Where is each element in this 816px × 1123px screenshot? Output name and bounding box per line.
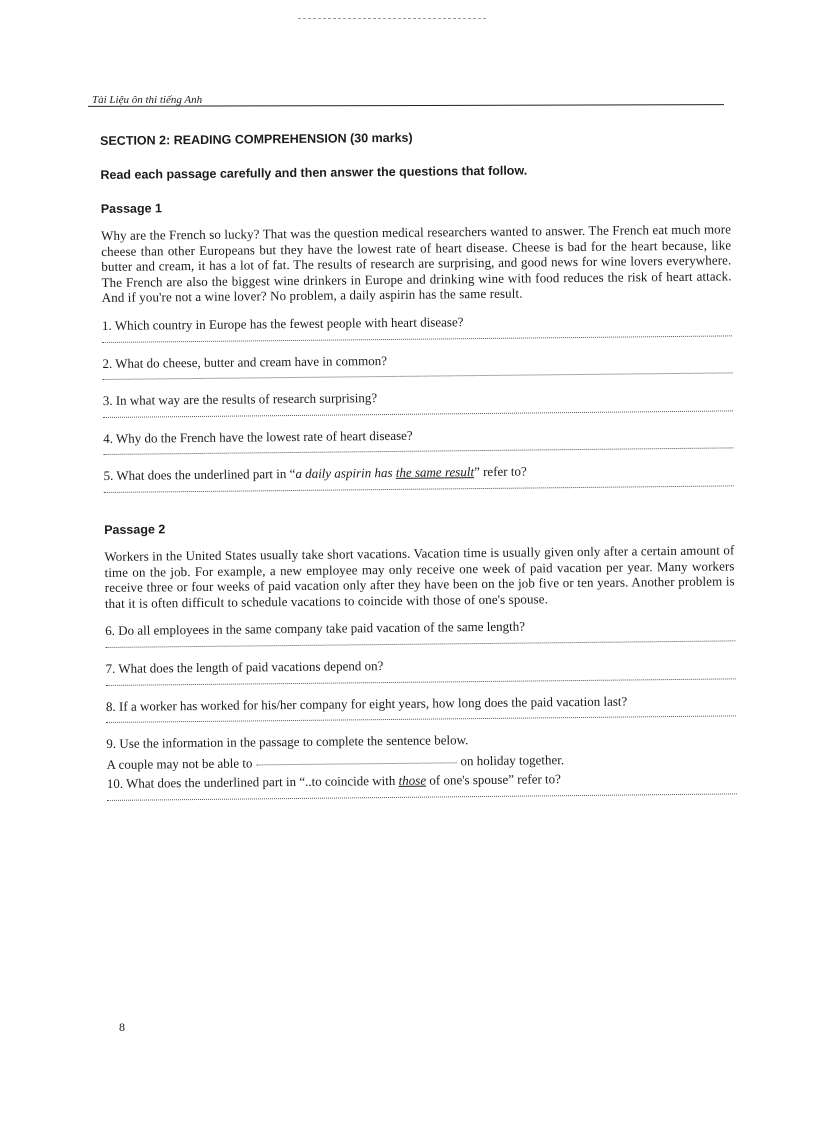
passage-2 [104,516,737,801]
answer-line-10[interactable] [107,793,737,801]
question-5-prefix: 5. What does the underlined part in “ [103,466,296,484]
page-content [100,127,737,813]
question-5-quote-start: a daily aspirin has [295,465,396,482]
running-head: Tài Liệu ôn thi tiếng Anh [92,94,203,106]
passage-1-text: Why are the French so lucky? That was the question medical researchers wanted to answer. The French eat much more cheese than other Europeans but they have the lowest rate of heart disease. Cheese is bad for the heart because, like butter and cream, it has a lot of fat. The results of research are surprising, and good news for wine lovers everywhere. The French are also the biggest wine drinkers in Europe and drinking wine with food reduces the risk of heart attack. And if you're not a wine lover? No problem, a daily aspirin has the same result. [100,221,732,306]
answer-line-1[interactable] [102,335,732,343]
question-3: 3. In what way are the results of research surprising? [102,390,378,409]
scan-artifact-line [298,18,486,19]
answer-line-4[interactable] [103,448,733,456]
question-1: 1. Which country in Europe has the fewest people with heart disease? [101,314,464,333]
passage-2-text: Workers in the United States usually take short vacations. Vacation time is usually given only after a certain amount of time on the job. For example, a new employee may only receive one week of paid vacation per year. Many workers receive three or four weeks of paid vacation only after they have been on the job five or ten years. Another problem is that it is often difficult to schedule vacations to coincide with those of one's spouse. [104,542,735,611]
question-6: 6. Do all employees in the same company take paid vacation of the same length? [105,618,526,639]
instructions: Read each passage carefully and then answer the questions that follow. [100,163,528,182]
question-10-prefix: 10. What does the underlined part in “..to coincide with [106,773,399,792]
answer-line-3[interactable] [103,410,733,418]
question-9-prefix: A couple may not be able to [106,755,253,772]
passage-1 [101,195,734,493]
question-5-quote [295,464,474,481]
question-10-underlined: those [398,772,427,789]
passage-1-title: Passage 1 [100,201,163,216]
question-5 [104,462,734,484]
page-number: 8 [119,1020,125,1034]
question-9-suffix: on holiday together. [460,751,565,768]
answer-line-5[interactable] [104,485,734,493]
question-10-emphasis [399,773,427,788]
question-7: 7. What does the length of paid vacations depend on? [105,657,384,676]
question-2: 2. What do cheese, butter and cream have in common? [102,352,388,371]
answer-line-2[interactable] [103,373,733,381]
question-5-underlined: the same result [395,464,475,481]
answer-line-6[interactable] [105,640,735,648]
question-5-suffix: ” refer to? [473,463,527,480]
question-10-suffix: of one's spouse” refer to? [425,771,561,788]
question-8: 8. If a worker has worked for his/her company for eight years, how long does the paid vacation last? [105,693,628,714]
question-9-sentence [107,750,737,772]
question-9: 9. Use the information in the passage to complete the sentence below. [106,732,469,752]
answer-line-7[interactable] [106,678,736,686]
answer-blank-9[interactable] [256,762,456,765]
section-title: SECTION 2: READING COMPREHENSION (30 marks) [100,130,413,148]
question-10 [107,770,737,792]
answer-line-8[interactable] [106,715,736,723]
passage-2-title: Passage 2 [104,522,166,537]
question-4: 4. Why do the French have the lowest rate of heart disease? [103,427,413,446]
